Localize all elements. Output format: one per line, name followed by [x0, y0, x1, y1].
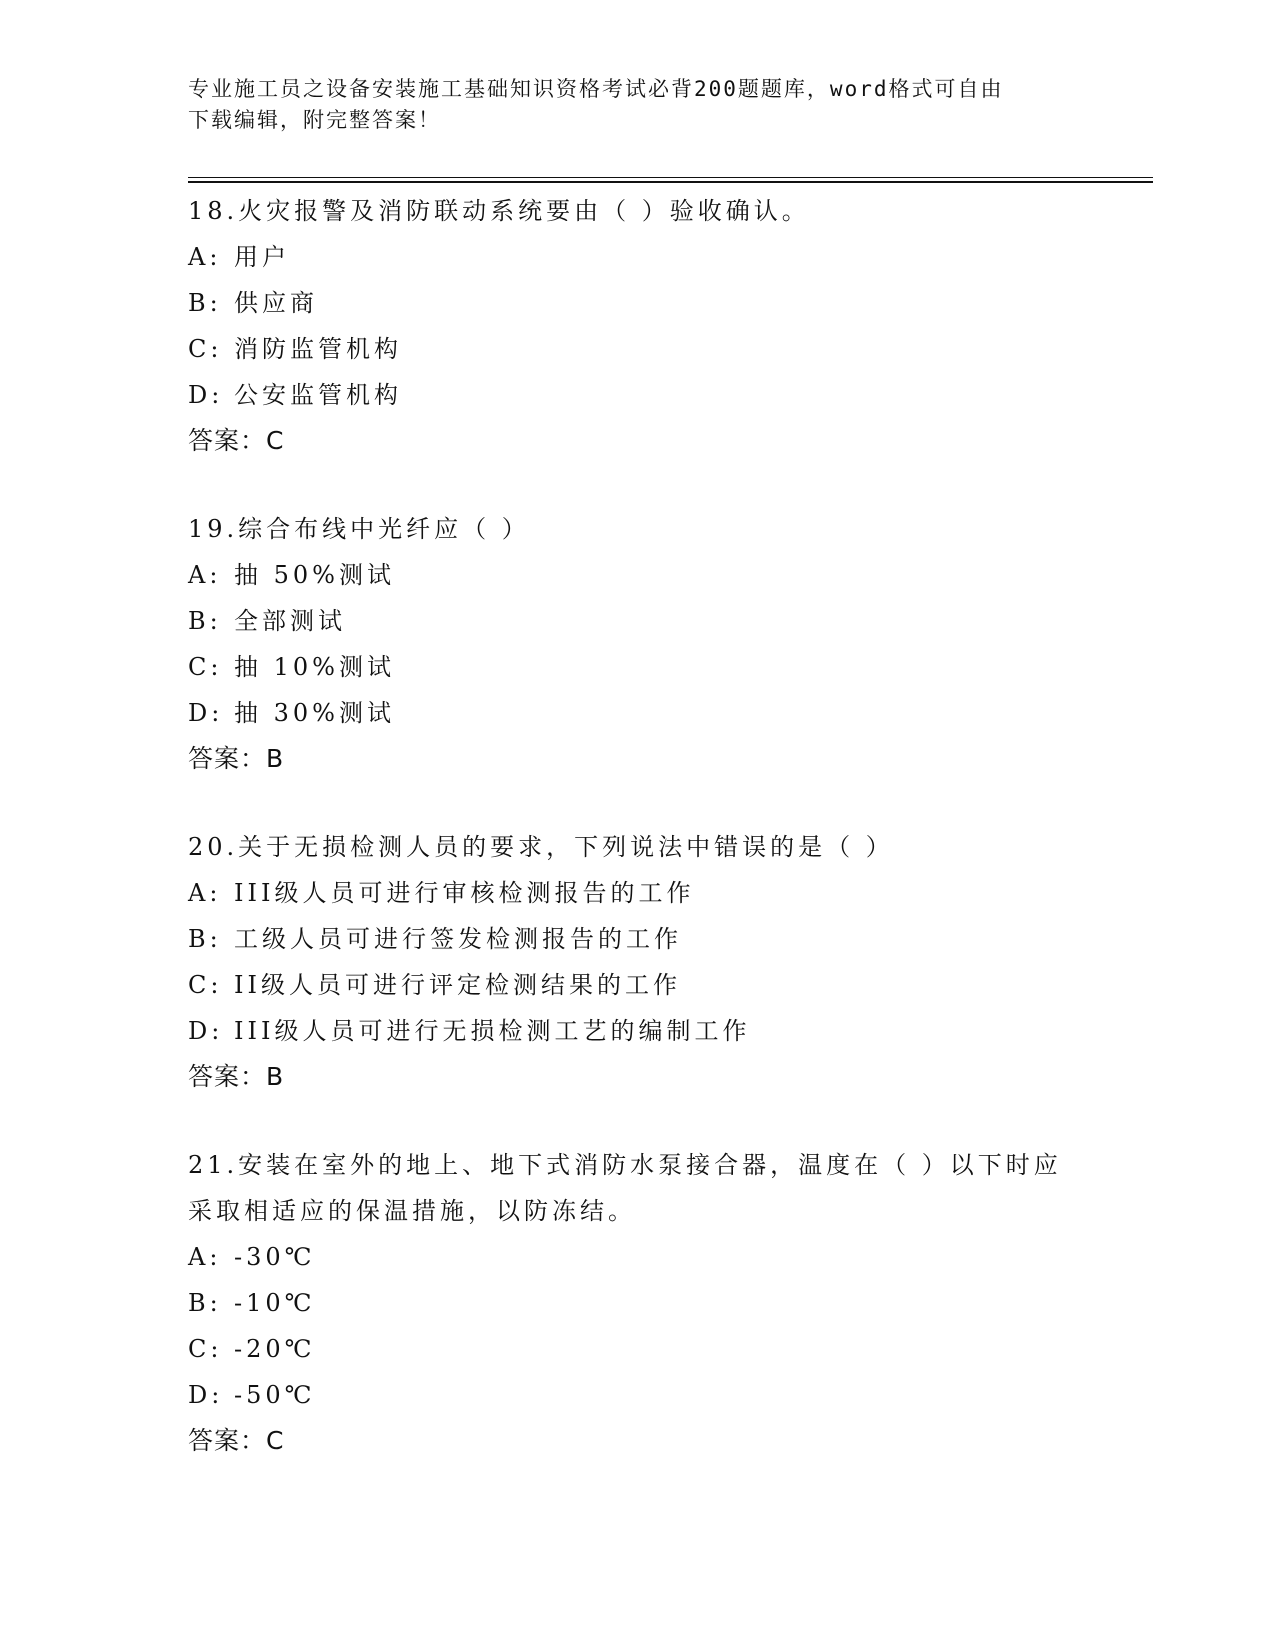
option-c	[188, 1326, 1088, 1372]
option-b	[188, 280, 1088, 326]
header-divider-thin	[188, 177, 1153, 178]
question-text: 21.安装在室外的地上、地下式消防水泵接合器，温度在（ ）以下时应采取相适应的保温措施，以防冻结。	[188, 1151, 1062, 1225]
option-key: B:	[188, 289, 222, 317]
option-key: C:	[188, 335, 223, 363]
option-a	[188, 1234, 1088, 1280]
option-c	[188, 962, 1088, 1008]
option-key: D:	[188, 699, 224, 727]
option-key: C:	[188, 653, 223, 681]
option-b	[188, 598, 1088, 644]
option-key: B:	[188, 607, 222, 635]
option-b	[188, 916, 1088, 962]
option-text: 工级人员可进行签发检测报告的工作	[234, 925, 682, 953]
option-text: 用户	[234, 243, 290, 271]
option-text: III级人员可进行审核检测报告的工作	[234, 879, 695, 907]
question-text: 20.关于无损检测人员的要求，下列说法中错误的是（ ）	[188, 833, 894, 861]
option-key: B:	[188, 925, 222, 953]
option-b	[188, 1280, 1088, 1326]
header-line-1: 专业施工员之设备安装施工基础知识资格考试必背200题题库，word格式可自由	[188, 77, 1004, 101]
option-key: D:	[188, 1381, 224, 1409]
option-a	[188, 552, 1088, 598]
question-block	[188, 1142, 1088, 1464]
answer-text: 答案：C	[188, 426, 285, 455]
option-a	[188, 234, 1088, 280]
option-text: 供应商	[234, 289, 318, 317]
option-text: 全部测试	[234, 607, 346, 635]
option-key: D:	[188, 1017, 224, 1045]
option-text: II级人员可进行评定检测结果的工作	[234, 971, 681, 999]
option-d	[188, 1008, 1088, 1054]
option-key: A:	[188, 561, 222, 589]
option-text: -30℃	[234, 1243, 316, 1271]
option-d	[188, 690, 1088, 736]
header-line-2: 下载编辑，附完整答案！	[188, 108, 441, 132]
answer-text: 答案：B	[188, 1062, 285, 1091]
question-text: 18.火灾报警及消防联动系统要由（ ）验收确认。	[188, 197, 810, 225]
option-text: 抽 10%测试	[234, 653, 395, 681]
question-block	[188, 824, 1088, 1100]
option-text: -20℃	[234, 1335, 316, 1363]
option-a	[188, 870, 1088, 916]
question-block	[188, 506, 1088, 782]
header-divider-thick	[188, 181, 1153, 183]
option-key: B:	[188, 1289, 222, 1317]
option-key: C:	[188, 971, 223, 999]
option-key: A:	[188, 243, 222, 271]
option-text: -50℃	[234, 1381, 316, 1409]
option-key: D:	[188, 381, 224, 409]
question-block	[188, 188, 1088, 464]
question-text: 19.综合布线中光纤应（ ）	[188, 515, 530, 543]
option-text: III级人员可进行无损检测工艺的编制工作	[234, 1017, 751, 1045]
option-d	[188, 372, 1088, 418]
option-text: -10℃	[234, 1289, 316, 1317]
option-key: C:	[188, 1335, 223, 1363]
answer-text: 答案：C	[188, 1426, 285, 1455]
option-c	[188, 644, 1088, 690]
option-key: A:	[188, 1243, 222, 1271]
option-d	[188, 1372, 1088, 1418]
option-text: 抽 50%测试	[234, 561, 395, 589]
document-header	[188, 74, 1068, 136]
option-c	[188, 326, 1088, 372]
option-key: A:	[188, 879, 222, 907]
option-text: 消防监管机构	[234, 335, 402, 363]
option-text: 公安监管机构	[234, 381, 402, 409]
answer-text: 答案：B	[188, 744, 285, 773]
option-text: 抽 30%测试	[234, 699, 395, 727]
